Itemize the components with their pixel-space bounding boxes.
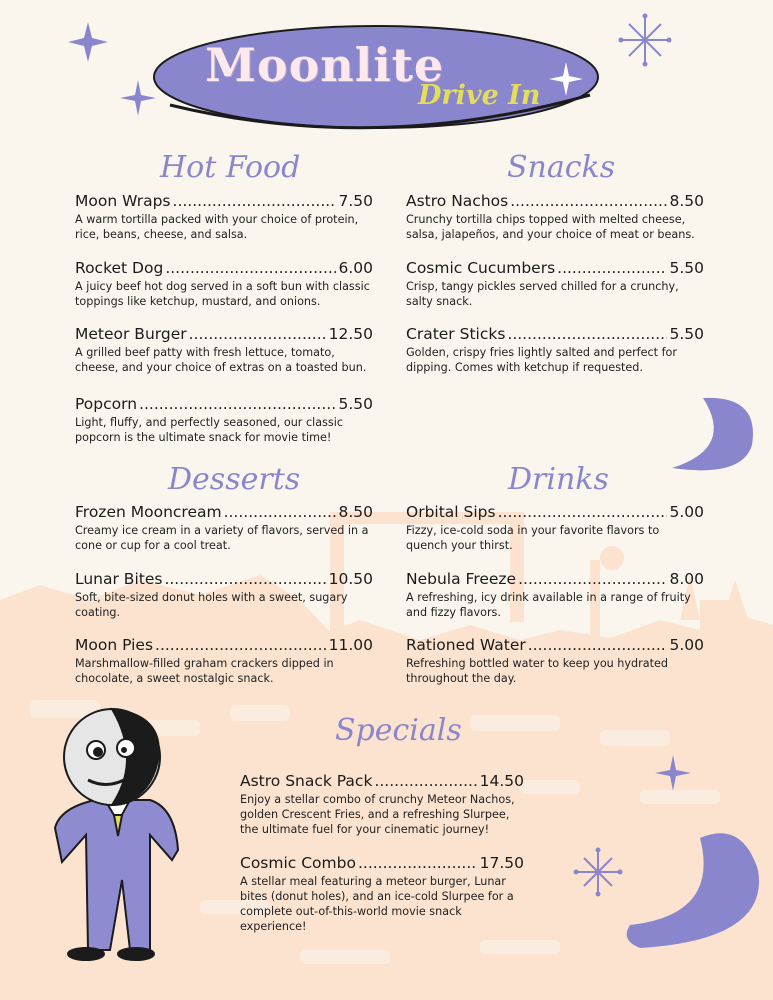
menu-item bbox=[75, 325, 373, 375]
brand-subtitle: Drive In bbox=[418, 80, 541, 111]
item-name: Crater Sticks bbox=[406, 325, 506, 343]
item-description: A stellar meal featuring a meteor burger, Lunar bites (donut holes), and an ice-cold Slurpee for a complete out-of-this-world movie snack experience! bbox=[240, 875, 514, 933]
leader-dots bbox=[164, 570, 326, 589]
leader-dots bbox=[507, 325, 667, 344]
leader-dots bbox=[224, 503, 337, 522]
leader-dots bbox=[358, 854, 478, 873]
item-price: 8.50 bbox=[338, 503, 373, 521]
item-description: Crisp, tangy pickles served chilled for a crunchy, salty snack. bbox=[406, 280, 679, 308]
leader-dots bbox=[557, 259, 667, 278]
item-description: A juicy beef hot dog served in a soft bun with classic toppings like ketchup, mustard, and onions. bbox=[75, 280, 370, 308]
item-name: Popcorn bbox=[75, 395, 138, 413]
menu-item bbox=[75, 259, 373, 309]
item-description: Marshmallow-filled graham crackers dipped in chocolate, a sweet nostalgic snack. bbox=[75, 657, 334, 685]
item-price: 5.50 bbox=[338, 395, 373, 413]
item-price: 10.50 bbox=[328, 570, 373, 588]
leader-dots bbox=[165, 259, 336, 278]
section-title-hot-food: Hot Food bbox=[160, 150, 301, 185]
item-name: Rationed Water bbox=[406, 636, 526, 654]
menu-item bbox=[406, 636, 704, 686]
section-title-snacks: Snacks bbox=[507, 150, 616, 185]
item-description: Golden, crispy fries lightly salted and perfect for dipping. Comes with ketchup if requested. bbox=[406, 346, 677, 374]
item-description: Refreshing bottled water to keep you hydrated throughout the day. bbox=[406, 657, 668, 685]
item-price: 14.50 bbox=[479, 772, 524, 790]
item-description: A warm tortilla packed with your choice of protein, rice, beans, cheese, and salsa. bbox=[75, 213, 359, 241]
menu-item bbox=[75, 570, 373, 620]
item-name: Lunar Bites bbox=[75, 570, 163, 588]
item-name: Cosmic Combo bbox=[240, 854, 356, 872]
item-price: 5.50 bbox=[669, 259, 704, 277]
item-price: 8.00 bbox=[669, 570, 704, 588]
item-name: Nebula Freeze bbox=[406, 570, 517, 588]
menu-item bbox=[406, 503, 704, 553]
item-name: Astro Snack Pack bbox=[240, 772, 373, 790]
section-title-desserts: Desserts bbox=[168, 462, 301, 497]
menu-item bbox=[406, 192, 704, 242]
leader-dots bbox=[173, 192, 337, 211]
item-description: Creamy ice cream in a variety of flavors, served in a cone or cup for a cool treat. bbox=[75, 524, 369, 552]
menu-item bbox=[240, 854, 524, 934]
item-name: Moon Pies bbox=[75, 636, 154, 654]
leader-dots bbox=[189, 325, 327, 344]
leader-dots bbox=[139, 395, 336, 414]
leader-dots bbox=[528, 636, 668, 655]
item-price: 12.50 bbox=[328, 325, 373, 343]
menu-item bbox=[406, 570, 704, 620]
item-price: 17.50 bbox=[479, 854, 524, 872]
menu-item bbox=[75, 636, 373, 686]
item-name: Frozen Mooncream bbox=[75, 503, 222, 521]
menu-item bbox=[75, 192, 373, 242]
leader-dots bbox=[498, 503, 668, 522]
menu-item bbox=[406, 325, 704, 375]
item-name: Cosmic Cucumbers bbox=[406, 259, 556, 277]
leader-dots bbox=[374, 772, 477, 791]
leader-dots bbox=[510, 192, 667, 211]
item-name: Orbital Sips bbox=[406, 503, 496, 521]
item-description: Fizzy, ice-cold soda in your favorite flavors to quench your thirst. bbox=[406, 524, 660, 552]
menu-item bbox=[75, 395, 373, 445]
item-price: 7.50 bbox=[338, 192, 373, 210]
section-title-drinks: Drinks bbox=[508, 462, 609, 497]
item-price: 8.50 bbox=[669, 192, 704, 210]
menu-item bbox=[406, 259, 704, 309]
item-price: 5.50 bbox=[669, 325, 704, 343]
item-price: 5.00 bbox=[669, 503, 704, 521]
item-description: Soft, bite-sized donut holes with a sweet, sugary coating. bbox=[75, 591, 348, 619]
item-description: Enjoy a stellar combo of crunchy Meteor Nachos, golden Crescent Fries, and a refreshing Slurpee, the ultimate fuel for your cinematic journey! bbox=[240, 793, 515, 836]
item-name: Moon Wraps bbox=[75, 192, 171, 210]
item-description: Light, fluffy, and perfectly seasoned, our classic popcorn is the ultimate snack for movie time! bbox=[75, 416, 343, 444]
section-title-specials: Specials bbox=[335, 713, 462, 748]
item-name: Rocket Dog bbox=[75, 259, 164, 277]
item-description: A grilled beef patty with fresh lettuce, tomato, cheese, and your choice of extras on a toasted bun. bbox=[75, 346, 367, 374]
item-name: Meteor Burger bbox=[75, 325, 187, 343]
item-price: 6.00 bbox=[338, 259, 373, 277]
leader-dots bbox=[518, 570, 667, 589]
item-name: Astro Nachos bbox=[406, 192, 509, 210]
leader-dots bbox=[155, 636, 327, 655]
menu-item bbox=[240, 772, 524, 837]
menu-item bbox=[75, 503, 373, 553]
item-description: Crunchy tortilla chips topped with melted cheese, salsa, jalapeños, and your choice of meat or beans. bbox=[406, 213, 695, 241]
brand-title: Moonlite bbox=[205, 38, 445, 92]
item-description: A refreshing, icy drink available in a range of fruity and fizzy flavors. bbox=[406, 591, 691, 619]
item-price: 11.00 bbox=[328, 636, 373, 654]
item-price: 5.00 bbox=[669, 636, 704, 654]
